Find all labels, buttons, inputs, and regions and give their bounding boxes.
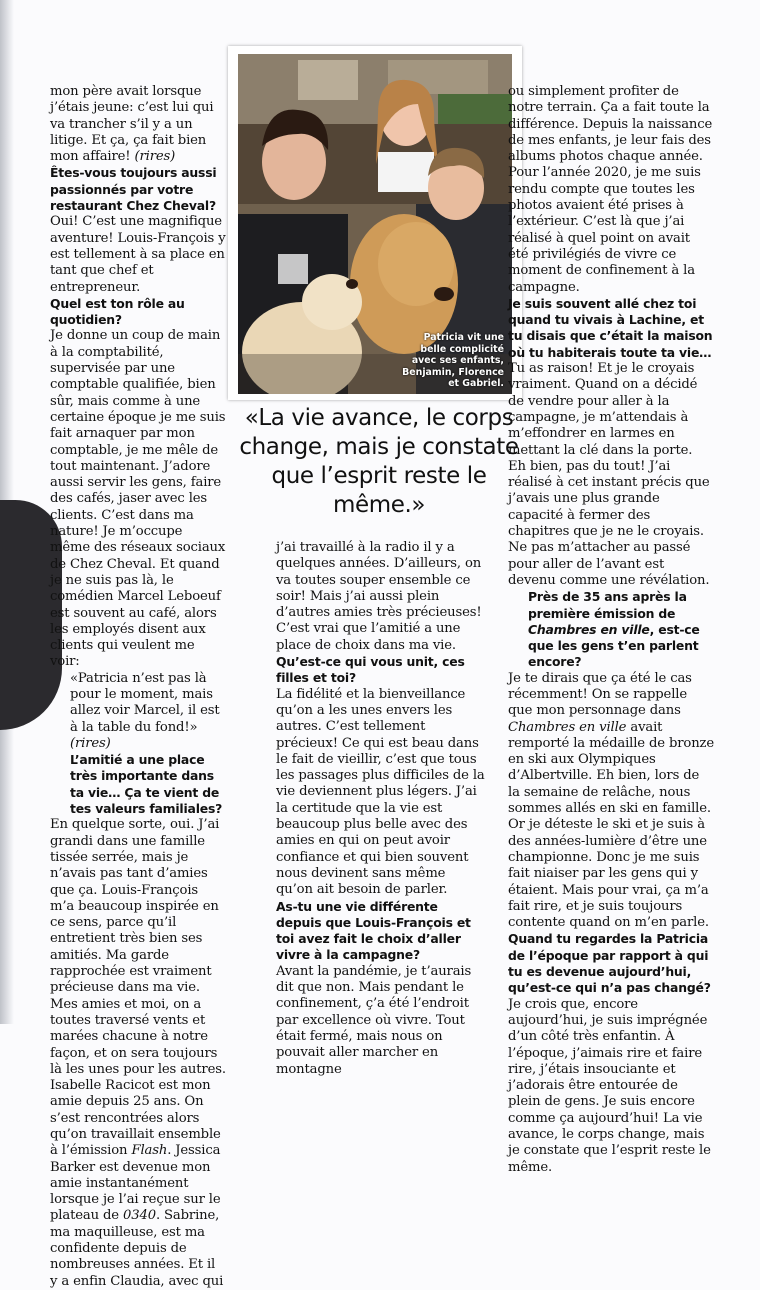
answer: Avant la pandémie, je t’aurais dit que non. Mais pendant le confinement, ç’a été l’endroit par excellence où vivre. Tout était fermé, mais nous on pouvait aller marcher en montagne bbox=[276, 963, 472, 1077]
text: Je te dirais que ça été le cas récemment! On se rappelle que mon personnage dans bbox=[508, 670, 692, 719]
question: As-tu une vie différente depuis que Louis-François et toi avez fait le choix d’aller vivre à la campagne? bbox=[276, 898, 471, 963]
answer: La fidélité et la bienveillance qu’on a les unes envers les autres. C’est tellement précieux! Ce qui est beau dans le fait de vieillir, c’est que tous les passages plus difficiles de la vie deviennent plus légers. J’ai la certitude que la vie est beaucoup plus belle avec des amies en qui on peut avoir confiance et qui bien souvent nous devinent sans même qu’on ait besoin de parler. bbox=[276, 686, 485, 898]
text: avait remporté la médaille de bronze en ski aux Olympiques d’Albertville. Eh bien, lors de la semaine de relâche, nous sommes allés en ski en famille. Or je déteste le ski et je suis à des années-lumière d’être une championne. Donc je me suis fait niaiser par les gens qui y étaient. Mais pour vrai, ça m’a fait rire, et je suis toujours contente quand on m’en parle. bbox=[508, 719, 714, 931]
aside-laugh: (rires) bbox=[70, 735, 111, 751]
answer bbox=[50, 328, 226, 670]
answer bbox=[50, 817, 226, 1290]
question bbox=[508, 589, 714, 670]
question: Qu’est-ce qui vous unit, ces filles et toi? bbox=[276, 654, 465, 686]
family-photo-frame bbox=[228, 46, 522, 400]
question: Quel est ton rôle au quotidien? bbox=[50, 295, 185, 328]
aside-laugh: (rires) bbox=[134, 149, 176, 165]
text: , est-ce que les gens t’en parlent encore? bbox=[528, 621, 700, 670]
pull-quote: «La vie avance, le corps change, mais je constate que l’esprit reste le même.» bbox=[239, 405, 519, 518]
text: «Patricia n’est pas là pour le moment, mais allez voir Marcel, il est à la table du fond!» bbox=[70, 670, 220, 735]
show-title: Flash bbox=[131, 1143, 168, 1159]
paragraph: ou simplement profiter de notre terrain. Ça a fait toute la différence. Depuis la naissance de mes enfants, je leur fais des albums photos chaque année. Pour l’année 2020, je me suis rendu compte que toutes les photos avaient été prises à l’extérieur. C’est là que j’ai réalisé à quel point on avait été privilégiés de vivre ce moment de confinement à la campagne. bbox=[508, 84, 713, 295]
question: Êtes-vous toujours aussi passionnés par votre restaurant Chez Cheval? bbox=[50, 165, 217, 214]
family-photo bbox=[238, 54, 512, 394]
paragraph: j’ai travaillé à la radio il y a quelques années. D’ailleurs, on va toutes souper ensemble ce soir! Mais j’ai aussi plein d’autres amies très précieuses! C’est vrai que l’amitié a une place de choix dans ma vie. bbox=[276, 540, 482, 653]
question: L’amitié a une place très importante dans ta vie… Ça te vient de tes valeurs familiales? bbox=[70, 752, 223, 817]
paragraph bbox=[50, 84, 226, 165]
photo-caption: Patricia vit une belle complicité avec ses enfants, Benjamin, Florence et Gabriel. bbox=[402, 332, 504, 390]
show-title: Chambres en ville bbox=[508, 719, 627, 735]
text: Je donne un coup de main à la comptabilité, supervisée par une comptable qualifiée, bien sûr, mais comme à une certaine époque je me suis fait arnaquer par mon comptable, je me mêle de tout maintenant. J’adore aussi servir les gens, faire des cafés, jaser avec les clients. C’est dans ma nature! Je m’occupe même des réseaux sociaux de Chez Cheval. Et quand je ne suis pas là, le comédien Marcel Leboeuf est souvent au café, alors les employés disent aux clients qui veulent me voir: bbox=[50, 328, 226, 670]
question: Je suis souvent allé chez toi quand tu vivais à Lachine, et tu disais que c’était la maison où tu habiterais toute ta vie… bbox=[508, 295, 713, 360]
text: Près de 35 ans après la première émission de bbox=[528, 589, 687, 621]
show-title: Chambres en ville bbox=[528, 621, 650, 637]
answer: Je crois que, encore aujourd’hui, je suis imprégnée d’un côté très enfantin. À l’époque, j’aimais rire et faire rire, j’étais insouciante et j’adorais être entourée de plein de gens. Je suis encore comme ça aujourd’hui! La vie avance, le corps change, mais je constate que l’esprit reste le même. bbox=[508, 996, 711, 1175]
quoted-speech bbox=[50, 671, 226, 752]
text: mon père avait lorsque j’étais jeune: c’est lui qui va trancher s’il y a un litige. Et ça, ça fait bien mon affaire! bbox=[50, 84, 214, 165]
article-column-1 bbox=[50, 84, 226, 1290]
text: . Sabrine, ma maquilleuse, est ma confidente depuis de nombreuses années. Et il y a enfin Claudia, avec qui bbox=[50, 1208, 224, 1289]
article-column-2 bbox=[276, 540, 486, 1078]
answer: Oui! C’est une magnifique aventure! Louis-François y est tellement à sa place en tant que chef et entrepreneur. bbox=[50, 214, 226, 295]
text: . Jessica Barker est devenue mon amie instantanément lorsque je l’ai reçue sur le plateau de bbox=[50, 1143, 221, 1224]
question: Quand tu regardes la Patricia de l’époque par rapport à qui tu es devenue aujourd’hui, qu’est-ce qui n’a pas changé? bbox=[508, 931, 711, 996]
show-title: 0340 bbox=[122, 1208, 156, 1224]
answer bbox=[508, 671, 714, 932]
answer: Tu as raison! Et je le croyais vraiment. Quand on a décidé de vendre pour aller à la campagne, je m’attendais à m’effondrer en larmes en mettant la clé dans la porte. Eh bien, pas du tout! J’ai réalisé à cet instant précis que j’avais une plus grande capacité à fermer des chapitres que je ne le croyais. Ne pas m’attacher au passé pour aller de l’avant est devenu comme une révélation. bbox=[508, 361, 710, 588]
article-column-3 bbox=[508, 84, 714, 1176]
text: En quelque sorte, oui. J’ai grandi dans une famille tissée serrée, mais je n’avais pas tant d’amies que ça. Louis-François m’a beaucoup inspirée en ce sens, parce qu’il entretient très bien ses amitiés. Ma garde rapprochée est vraiment précieuse dans ma vie. Mes amies et moi, on a toutes traversé vents et marées chacune à notre façon, et on sera toujours là les unes pour les autres. Isabelle Racicot est mon amie depuis 25 ans. On s’est rencontrées alors qu’on travaillait ensemble à l’émission bbox=[50, 817, 226, 1159]
